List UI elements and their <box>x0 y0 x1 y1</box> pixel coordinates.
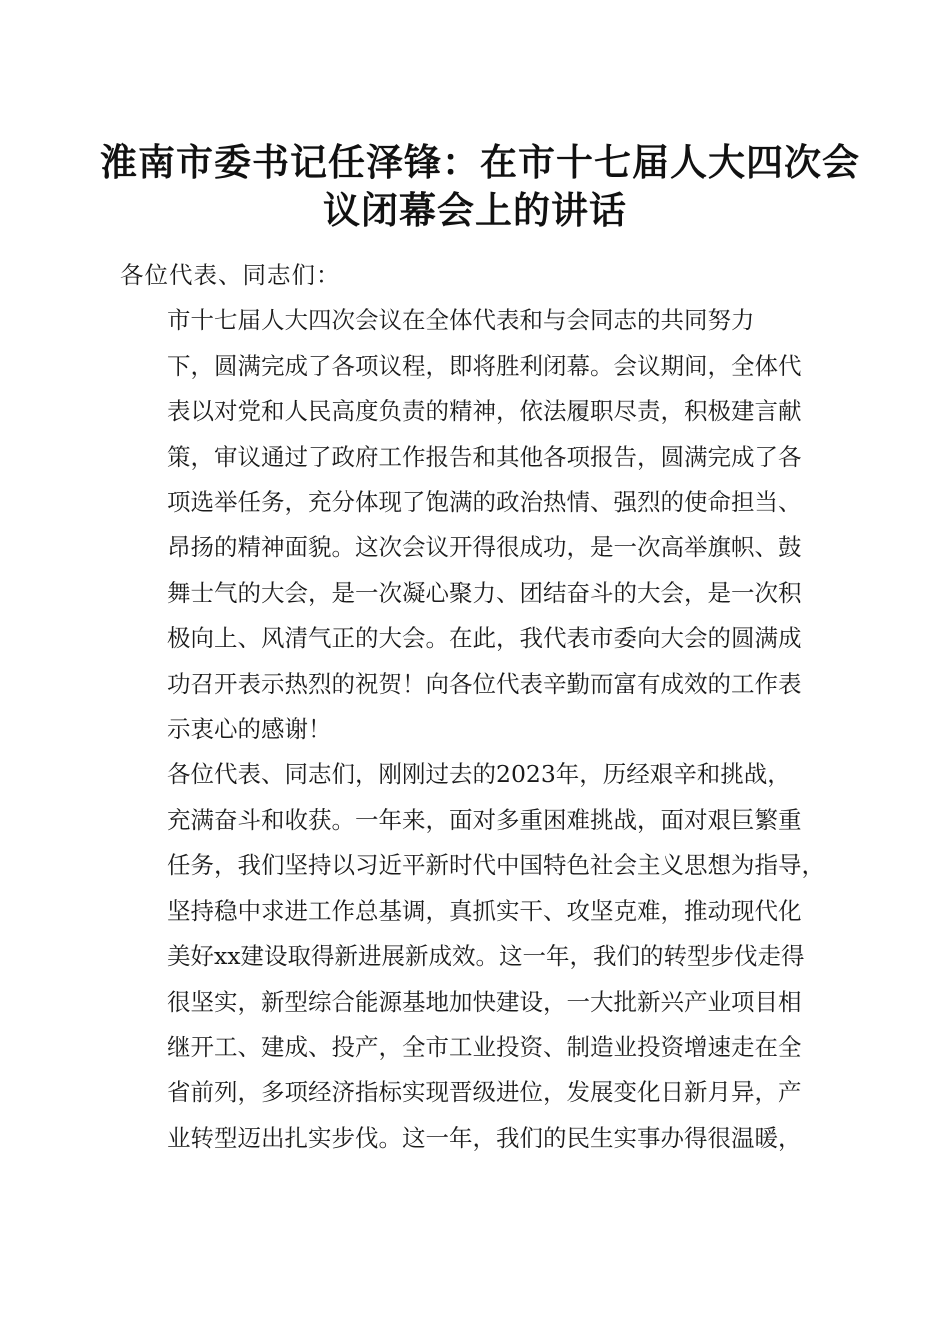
paragraph-line: 下，圆满完成了各项议程，即将胜利闭幕。会议期间，全体代 <box>167 351 802 380</box>
paragraph-line: 示衷心的感谢！ <box>167 715 332 744</box>
paragraph-line: 昂扬的精神面貌。这次会议开得很成功，是一次高举旗帜、鼓 <box>167 533 802 562</box>
paragraph-line: 任务，我们坚持以习近平新时代中国特色社会主义思想为指导， <box>167 851 825 880</box>
paragraph-line: 省前列，多项经济指标实现晋级进位，发展变化日新月异，产 <box>167 1078 802 1107</box>
paragraph-line: 充满奋斗和收获。一年来，面对多重困难挑战，面对艰巨繁重 <box>167 805 802 834</box>
document-body <box>120 253 830 1161</box>
paragraph-line: 坚持稳中求进工作总基调，真抓实干、攻坚克难，推动现代化 <box>167 896 802 925</box>
paragraph-line: 项选举任务，充分体现了饱满的政治热情、强烈的使命担当、 <box>167 488 802 517</box>
paragraph-line: 业转型迈出扎实步伐。这一年，我们的民生实事办得很温暖， <box>167 1123 802 1152</box>
salutation: 各位代表、同志们： <box>120 261 341 289</box>
paragraph-1 <box>120 298 830 752</box>
title-line-1: 淮南市委书记任泽锋：在市十七届人大四次会 <box>100 140 860 184</box>
title-line-2: 议闭幕会上的讲话 <box>323 188 627 232</box>
paragraph-line: 美好xx建设取得新进展新成效。这一年，我们的转型步伐走得 <box>167 942 805 971</box>
paragraph-line: 策，审议通过了政府工作报告和其他各项报告，圆满完成了各 <box>167 442 802 471</box>
paragraph-2 <box>120 752 830 1161</box>
paragraph-line: 市十七届人大四次会议在全体代表和与会同志的共同努力 <box>167 306 755 335</box>
paragraph-line: 极向上、风清气正的大会。在此，我代表市委向大会的圆满成 <box>167 624 802 653</box>
paragraph-line: 舞士气的大会，是一次凝心聚力、团结奋斗的大会，是一次积 <box>167 578 802 607</box>
paragraph-line: 很坚实，新型综合能源基地加快建设，一大批新兴产业项目相 <box>167 987 802 1016</box>
paragraph-line: 功召开表示热烈的祝贺！向各位代表辛勤而富有成效的工作表 <box>167 669 802 698</box>
paragraph-line: 继开工、建成、投产，全市工业投资、制造业投资增速走在全 <box>167 1032 802 1061</box>
document-title <box>100 138 860 234</box>
paragraph-line: 各位代表、同志们，刚刚过去的2023年，历经艰辛和挑战， <box>167 760 791 789</box>
paragraph-line: 表以对党和人民高度负责的精神，依法履职尽责，积极建言献 <box>167 397 802 426</box>
